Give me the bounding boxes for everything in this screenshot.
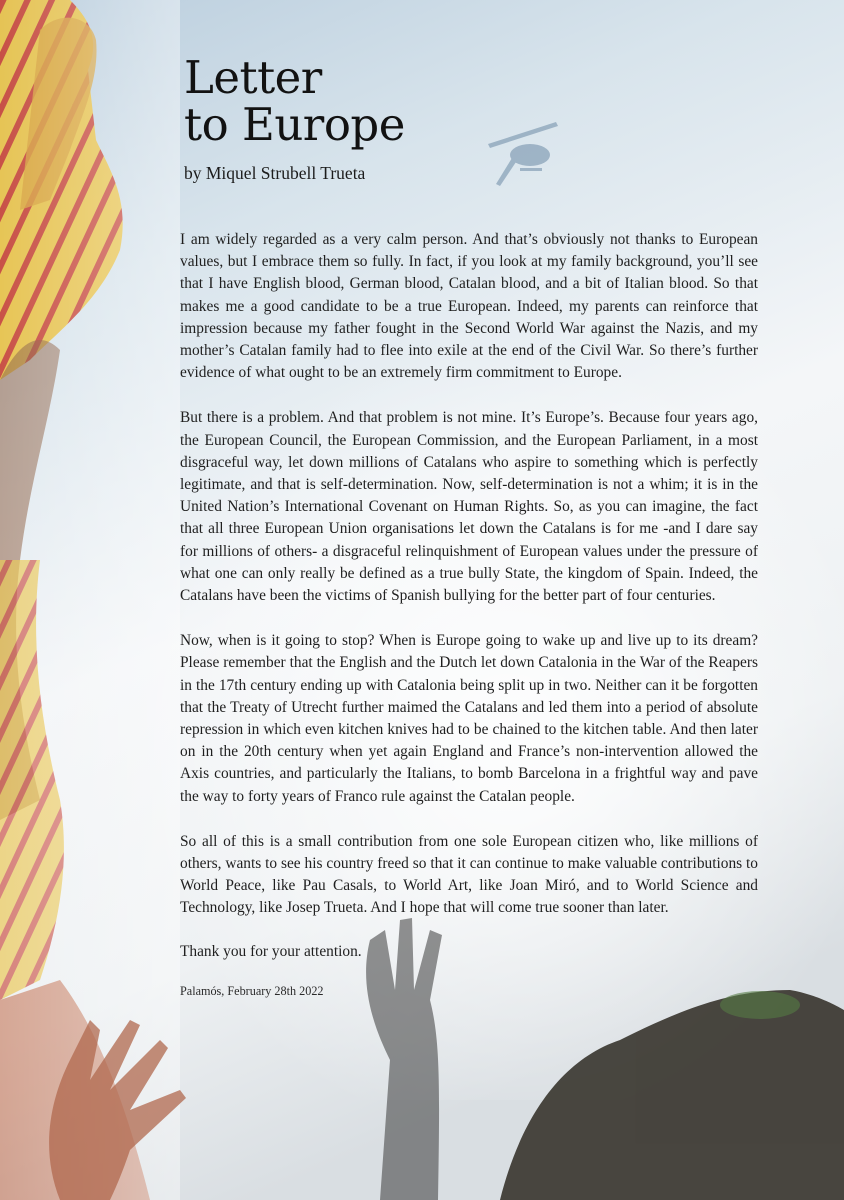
paragraph-2: But there is a problem. And that problem is not mine. It’s Europe’s. Because four years ago, the European Council, the European Commission, and the European Parliament, in a most disgraceful way, let down millions of Catalans who aspire to something which is perfectly legitimate, and that is self-determination. Now, self-determination is not a whim; it is in the United Nation’s International Covenant on Human Rights. So, as you can imagine, the fact that all three European Union organisations let down the Catalans is for me -and I dare say for millions of others- a disgraceful relinquishment of European values under the pressure of what one can only really be defined as a true bully State, the kingdom of Spain. Indeed, the Catalans have been the victims of Spanish bullying for the better part of four centuries. xyxy=(180,409,758,605)
paragraph-1: I am widely regarded as a very calm person. And that’s obviously not thanks to European values, but I embrace them so fully. In fact, if you look at my family background, you’ll see that I have English blood, German blood, Catalan blood, and a bit of Italian blood. So that makes me a good candidate to be a true European. Indeed, my parents can reinforce that impression because my father fought in the Second World War against the Nazis, and my mother’s Catalan family had to flee into exile at the end of the Civil War. So there’s further evidence of what ought to be an extremely firm commitment to Europe. xyxy=(180,231,758,382)
place-date: Palamós, February 28th 2022 xyxy=(180,983,324,998)
title-line-2: to Europe xyxy=(184,98,405,151)
closing-line: Thank you for your attention. xyxy=(180,942,362,960)
paragraph-4: So all of this is a small contribution from one sole European citizen who, like millions of others, wants to see his country freed so that it can continue to make valuable contributions to World Peace, like Pau Casals, to World Art, like Joan Miró, and to World Science and Technology, like Josep Trueta. And I hope that will come true sooner than later. xyxy=(180,832,758,917)
letter-title xyxy=(184,51,405,151)
byline: by Miquel Strubell Trueta xyxy=(184,163,366,183)
title-line-1: Letter xyxy=(184,51,322,104)
paragraph-3: Now, when is it going to stop? When is Europe going to wake up and live up to its dream? Please remember that the English and the Dutch let down Catalonia in the War of the Reapers in the 17th century ending up with Catalonia being split up in two. Neither can it be forgotten that the Treaty of Utrecht further maimed the Catalans and led them into a period of absolute repression in which even kitchen knives had to be chained to the kitchen table. And then later on in the 20th century when yet again England and France’s non-intervention allowed the Axis countries, and particularly the Italians, to bomb Barcelona in a frightful way and pave the way to forty years of Franco rule against the Catalan people. xyxy=(180,632,758,805)
letter-body xyxy=(180,229,758,999)
